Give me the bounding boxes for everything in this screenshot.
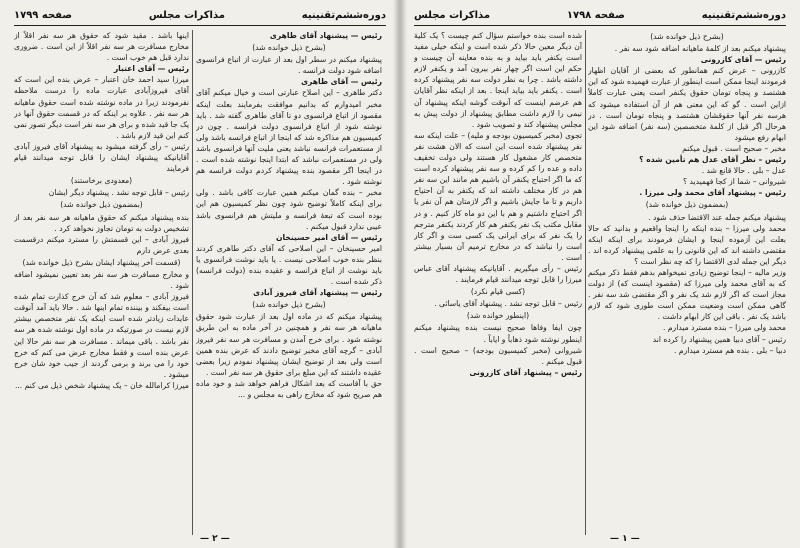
procedural-note: (کسی قیام نکرد) <box>470 287 526 297</box>
procedural-note: (بشرح ذیل خوانده شد) <box>252 300 326 310</box>
paragraph: دبیا – بلی . بنده هم مسترد میدارم . <box>674 345 786 355</box>
paragraph: مخبر – بنده گمان میکنم همین عبارت کافی باشد . ولی برای اینکه کاملاً توضیح شود چون نظر کمیسیون هم این بوده است که تبعهٔ فرانسه و ملیتش هم فرانسوی باشد عیبی ندارد قبول میکنم . <box>196 188 382 231</box>
left-header-rule <box>14 25 386 26</box>
paragraph: میرزا کرامالله خان – یک پیشنهاد شخص ذیل می کنم ... <box>14 380 189 390</box>
paragraph: محمد ولی میرزا – بنده اینکه را اینجا واقعیم و بدانید که حالا بعلت این آزموده اینجا و ایشان فرمودند برای اینکه اینکه مقتضی داشته اند که این قانونی را به علمی پیشنهاد کرده اند . دیگر این جمله لدی الاقتضا را که چه نظر است ؟ <box>588 223 786 266</box>
speaker-line: رئیس – نظر آقای عدل هم تأمین شده ؟ <box>639 155 786 165</box>
paragraph: امیر حسینخان – این اصلاحی که آقای دکتر طاهری کردند بنظر بنده خوب اصلاحی نیست . یا باید نوشت فرانسوی یا باید نوشت از اتباع فرانسه و عقیده بنده (دولت فرانسه) ذکر شده است . <box>196 243 382 287</box>
paragraph: پیشنهاد میکنم که در ماده اول بعد از عبارت شود حقوق ماهیانه هر سه نفر و همچنین در آخر ماده به این طریق نوشته شود . برای خرج آمدن و مسافرت هر سه نفر فیروز آبادی – گرچه آقای مخبر توضیح دادند که عرض بنده همین است ولی بعد از توضیح ایشان پیشنهاد نمودم زیرا بعضی عقیده داشتند که این مبلغ برای حقوق هر سه نفر است . <box>196 312 382 377</box>
paragraph: اینها باشد . مقید شود که حقوق هر سه نفر اقلاً از مخارج مسافرت هر سه نفر اقلاً از این است . ضروری ندارد قبل هم خوب است . <box>14 31 189 63</box>
paragraph: رئیس – رأی میگیریم . آقایانیکه پیشنهاد آقای عباس میرزا را قابل توجه میدانند قیام فرمایند . <box>414 263 582 285</box>
left-page-column-1 <box>196 30 382 530</box>
procedural-note: (بمضمون ذیل خوانده شد) <box>645 200 729 210</box>
paragraph: رئیس – رأی گرفته میشود به پیشنهاد آقای فیروز آبادی آقایانیکه پیشنهاد ایشان را قابل توجه میدانند قیام فرمایند <box>14 141 189 174</box>
speaker-line: رئیس — آقای امیر حسینخان <box>276 232 382 242</box>
left-journal-title: مذاکرات مجلس <box>148 9 225 21</box>
speaker-line: رئیس – پیشنهاد آقای محمد ولی میرزا . <box>639 188 786 198</box>
paragraph: شیروانی – شما از کجا فهمیدید ؟ <box>683 177 786 187</box>
paragraph: و مخارج مسافرت هر سه نفر بعد تعیین نمیشود اضافه شود . <box>14 269 189 291</box>
paragraph: شیروانی (مخبر کمیسیون بودجه) – صحیح است . قبول میکنم . <box>414 345 582 366</box>
paragraph: حق با آقاست که بعد اشکال فراهم خواهد شد و خود ماده هم صریح شود که مخارج راهی به مجلس و ... <box>196 378 382 399</box>
paragraph: دکتر طاهری – این اصلاح عبارتی است و خیال میکنم آقای مخبر امیدوارم که بدانیم موافقت بفرمایند بعلت اینکه مقصود از اتباع فرانسوی دو تا آقای طاهری گفته شد . باید نوشته شود از اتباع فرانسوی دولت فرانسه . چون در کمیسیون هم مذاکره شد که اینجا از اتباع فرانسه باشد ولی از مستعمرات فرانسه نباشد یعنی ملیت آنها فرانسوی باشد ولی در مستعمرات نباشد که ابتدا اینجا نوشته شده است . در اینجا اگر مقصود بنده پیشنهاد کردم دولت فرانسه هم نوشته شود . <box>196 88 382 187</box>
right-header-rule <box>414 25 786 26</box>
procedural-note: (بشرح ذیل خوانده شد) <box>252 43 326 53</box>
right-page <box>400 0 800 548</box>
paragraph: فیروز آبادی – این قسمتش را مسترد میکنم درقسمت بعدی عرض دارم <box>14 234 189 255</box>
left-session-label: دوره‌ششم‌تقنینیه <box>301 9 386 21</box>
right-page-label: صفحه ۱۷۹۸ <box>566 9 625 21</box>
procedural-note: (بشرح ذیل خوانده شد) <box>650 32 724 41</box>
paragraph: رئیس – قابل توجه نشد . پیشنهاد دیگر ایشان <box>48 188 189 198</box>
right-page-folio: — ۱ — <box>610 534 640 544</box>
book-gutter <box>393 0 407 548</box>
speaker-line: رئیس — آقای کازرونی <box>700 55 786 65</box>
speaker-line: رئیس — پیشنهاد آقای فیروز آبادی <box>253 288 382 298</box>
speaker-line: رئیس — آقای طاهری <box>301 77 382 87</box>
paragraph: رئیس – قابل توجه نشد . پیشنهاد آقای یاسائی . <box>434 299 582 309</box>
paragraph: رئیس – آقای دبیا همین پیشنهاد را کرده اند <box>652 334 786 344</box>
procedural-note: (اینطور خوانده شد) <box>466 311 530 321</box>
speaker-line: رئیس — پیشنهاد آقای طاهری <box>269 31 382 40</box>
paragraph: تجوی (مخبر کمیسیون بودجه و ملیه) – علت اینکه سه نفر پیشنهاد شده است این است که الان هشت نفر متخصص کار مشغول کار هستند ولی دولت تخفیف داده و عده را کم کرده و سه نفر پیشنهاد کرده است که ما اگر احتیاج یکنفر آن باشیم هم مانند این سه نفر هم در کار مختلف داشته اند که یکنفر به آن احتیاج داریم و تا ما جایش باشیم و اگر لازمتان هم آن نفر یا اگر احتیاج داشتیم و هم با این دو ماه کار کنیم . و در مقابل مکتب یک نفر یکنفر هم کار کردند یکنفر مترجم را یک نفر که برای ایرانی یک کسی ست و اگر کار است را نباشد که در مخارج ترمیم آن بسیار بیشتر است . <box>414 130 582 262</box>
paragraph: میرزا سید احمد خان اعتبار – عرض بنده این است که آقای فیروزآبادی عبارت ماده را درست ملاحظه نفرمودند زیرا در ماده نوشته شده است حقوق ماهیانه هر سه نفر . علاوه بر اینکه که در قسمت حقوق آنها در یک جا قید شده و برای هر سه نفر است دیگر تصور نمی کنم این قید لازم باشد . <box>14 75 189 140</box>
paragraph: پیشنهاد میکنم بعد از کلمهٔ ماهیانه اضافه شود سه نفر . <box>614 44 786 54</box>
paragraph: پیشنهاد میکنم جمله عند الاقتضا حذف شود . <box>648 212 786 222</box>
paragraph: شده است بنده خواستم سؤال کنم چیست ؟ یک کلیهٔ آن دیگر معین حالا ذکر شده است و اینکه خیلی مفید است یکنفر باید بیاید و به بنده معاینه آن چیست و حکم این است اگر چهار نفر بیرون آمد و یکنفر لازم داشته باشد . چرا به نظر دولت سه نفر پیشنهاد کرده است . یکنفر باید بیاید اینجا . بعد از اینکه نظر آقایان هم عرضم اینست که آنوقت گوشه اینکه پیشنهاد آن نیمی را لازم داشت مطابق پیشنهاد از دولت پیش به مجلس پیشنهاد کند و تصویب شود . <box>414 31 582 129</box>
paragraph: کازرونی – عرض کنم همانطور که بعضی از آقایان اظهار فرمودند اینجا ممکن است اینطور از عبارت فهمیده شود که این هشتصد و پنجاه تومان حقوق یکنفر است یعنی عبارت کاملاً ازاین است . گو که این معنی هم از آن استفاده میشود که هرسه نفر آنها حقوقشان هشتصد و پنجاه تومان است . در هرحال اگر قبل از کلمهٔ متخصصین (سه نفر) اضافه شود این ابهام رفع میشود <box>588 66 786 142</box>
procedural-note: (معدودی برخاستند) <box>70 176 133 186</box>
right-column-divider <box>585 30 586 535</box>
left-column-divider <box>192 30 193 535</box>
procedural-note: (قسمت آخر پیشنهاد ایشان بشرح ذیل خوانده شد) <box>22 257 181 267</box>
speaker-line: رئیس – پیشنهاد آقای کازرونی <box>469 367 582 377</box>
paragraph: محمد ولی میرزا – بنده مسترد میدارم . <box>663 323 786 333</box>
paragraph: وزیر مالیه – اینجا توضیح زیادی نمیخواهم بدهم فقط ذکر میکنم که به آقای محمد ولی میرزا که (مقصود اینست که) از دولت مجاز است که اگر لازم شد یک نفر و اگر مقتضی شد سه نفر . گاهی ممکن است وضعیت ممکن است طوری شود که لازم باشد یک نفر . باقی این کار ابهام داشت . <box>588 267 786 322</box>
right-page-column-2 <box>414 30 582 530</box>
paragraph: فیروز آبادی – معلوم شد که آن خرج کذارت تمام شده است بیفکند و بیننده تمام اینها شد . حالا باید آمد آنوقت عایدات زیادتر شده است اینکه یک نفر متخصص بیشتر لازم نیست در صورتیکه در ماده اول نوشته شده هر سه نفر باشد . باقی میماند . مسافرت هر سه نفر حالا این عرض بنده است و فقط مخارج عرض می کنم که خرج خود را می برند و برمی گردند از جیب خود شان خرج میشود . <box>14 292 189 379</box>
right-page-column-1 <box>588 30 786 530</box>
left-page-header <box>14 7 386 23</box>
left-page-label: صفحه ۱۷۹۹ <box>14 9 73 21</box>
paragraph: بنده پیشنهاد میکنم که حقوق ماهیانه هر سه نفر بعد از تشخیص دولت به تومان تجاوز نخواهد کرد . <box>14 212 189 233</box>
paragraph: مخبر – صحیح است . قبول میکنم <box>682 143 786 153</box>
left-page-column-2 <box>14 30 189 530</box>
left-page-folio: — ۲ — <box>200 534 230 544</box>
paragraph: چون ایفا وفاها صحیح نیست بنده پیشنهاد میکنم اینطور نوشته شود ذهاباً و ایاباً . <box>414 323 582 344</box>
procedural-note: (بمضمون ذیل خوانده شد) <box>60 200 143 210</box>
paragraph: پیشنهاد میکنم در سطر اول بعد از عبارت از اتباع فرانسوی اضافه شود دولت فرانسه . <box>196 55 382 76</box>
right-page-header <box>414 7 786 23</box>
right-journal-title: مذاکرات مجلس <box>414 9 491 21</box>
speaker-line: رئیس — آقای اعتبار <box>113 64 189 74</box>
paragraph: عدل – بلی . حالا قانع شد . <box>701 166 786 176</box>
right-session-label: دوره‌ششم‌تقنینیه <box>701 9 786 21</box>
